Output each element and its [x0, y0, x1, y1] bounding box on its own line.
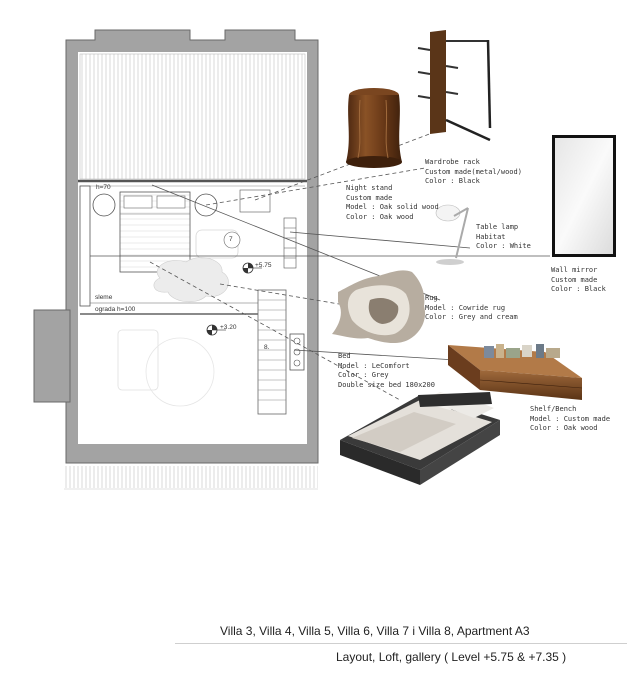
plan-bed — [120, 192, 190, 272]
shelf-bench-title: Shelf/Bench — [530, 405, 577, 413]
footer-divider — [175, 643, 627, 644]
plan-sockets — [290, 334, 304, 370]
ground-hatch — [64, 466, 318, 488]
nightstand-label — [346, 184, 439, 222]
bed-color: Color : Grey — [338, 371, 389, 379]
plan-wardrobe — [240, 190, 270, 212]
skylight-area — [80, 54, 305, 179]
bed-size: Double size bed 180x200 — [338, 380, 435, 389]
bed-title: Bed — [338, 352, 351, 360]
room-number-7: 7 — [229, 236, 233, 243]
rug-image — [332, 270, 425, 343]
table-lamp-brand: Habitat — [476, 232, 506, 241]
shelf-bench-model: Model : Custom made — [530, 414, 611, 423]
wardrobe-rack-image — [418, 30, 490, 140]
nightstand-image — [346, 88, 402, 168]
table-lamp-color: Color : White — [476, 242, 531, 250]
wall-mirror-image — [552, 135, 616, 257]
wardrobe-rack-label — [425, 158, 522, 187]
rug-label — [425, 294, 518, 323]
room-number-8: 8. — [264, 344, 270, 351]
rug-model: Model : Cowride rug — [425, 303, 506, 312]
sleme-label: sleme — [95, 294, 113, 301]
wardrobe-rack-title: Wardrobe rack — [425, 158, 480, 166]
shelf-bench-image — [448, 344, 582, 400]
nightstand-make: Custom made — [346, 193, 393, 202]
plan-nightstand-left — [93, 194, 115, 216]
wall-mirror-color: Color : Black — [551, 285, 606, 293]
wardrobe-rack-color: Color : Black — [425, 177, 480, 185]
nightstand-title: Night stand — [346, 184, 393, 192]
level-upper-label: +5.75 — [255, 262, 272, 269]
wardrobe-rack-model: Custom made(metal/wood) — [425, 167, 522, 176]
shelf-bench-label — [530, 405, 610, 434]
shelf-bench-color: Color : Oak wood — [530, 424, 598, 432]
wall-mirror-title: Wall mirror — [551, 266, 598, 274]
ograda-label: ograda h=100 — [95, 306, 136, 313]
bed-model: Model : LeComfort — [338, 361, 410, 370]
bed-label — [338, 352, 435, 390]
dimension-h70: h=70 — [96, 184, 111, 191]
drawing-subtitle: Layout, Loft, gallery ( Level +5.75 & +7.35 ) — [336, 650, 567, 664]
wall-mirror-label — [551, 266, 606, 295]
bed-image — [340, 392, 500, 485]
table-lamp-label — [476, 223, 531, 252]
plan-shelf — [284, 218, 296, 268]
level-lower-label: +3.20 — [220, 324, 237, 331]
table-lamp-title: Table lamp — [476, 223, 519, 231]
plan-stairs — [258, 290, 286, 414]
nightstand-model: Model : Oak solid wood — [346, 203, 439, 211]
rug-color: Color : Grey and cream — [425, 313, 518, 321]
wall-mirror-make: Custom made — [551, 275, 598, 284]
project-title: Villa 3, Villa 4, Villa 5, Villa 6, Villa 7 i Villa 8, Apartment A3 — [220, 624, 530, 638]
rug-title: Rug — [425, 294, 438, 302]
nightstand-color: Color : Oak wood — [346, 212, 414, 221]
